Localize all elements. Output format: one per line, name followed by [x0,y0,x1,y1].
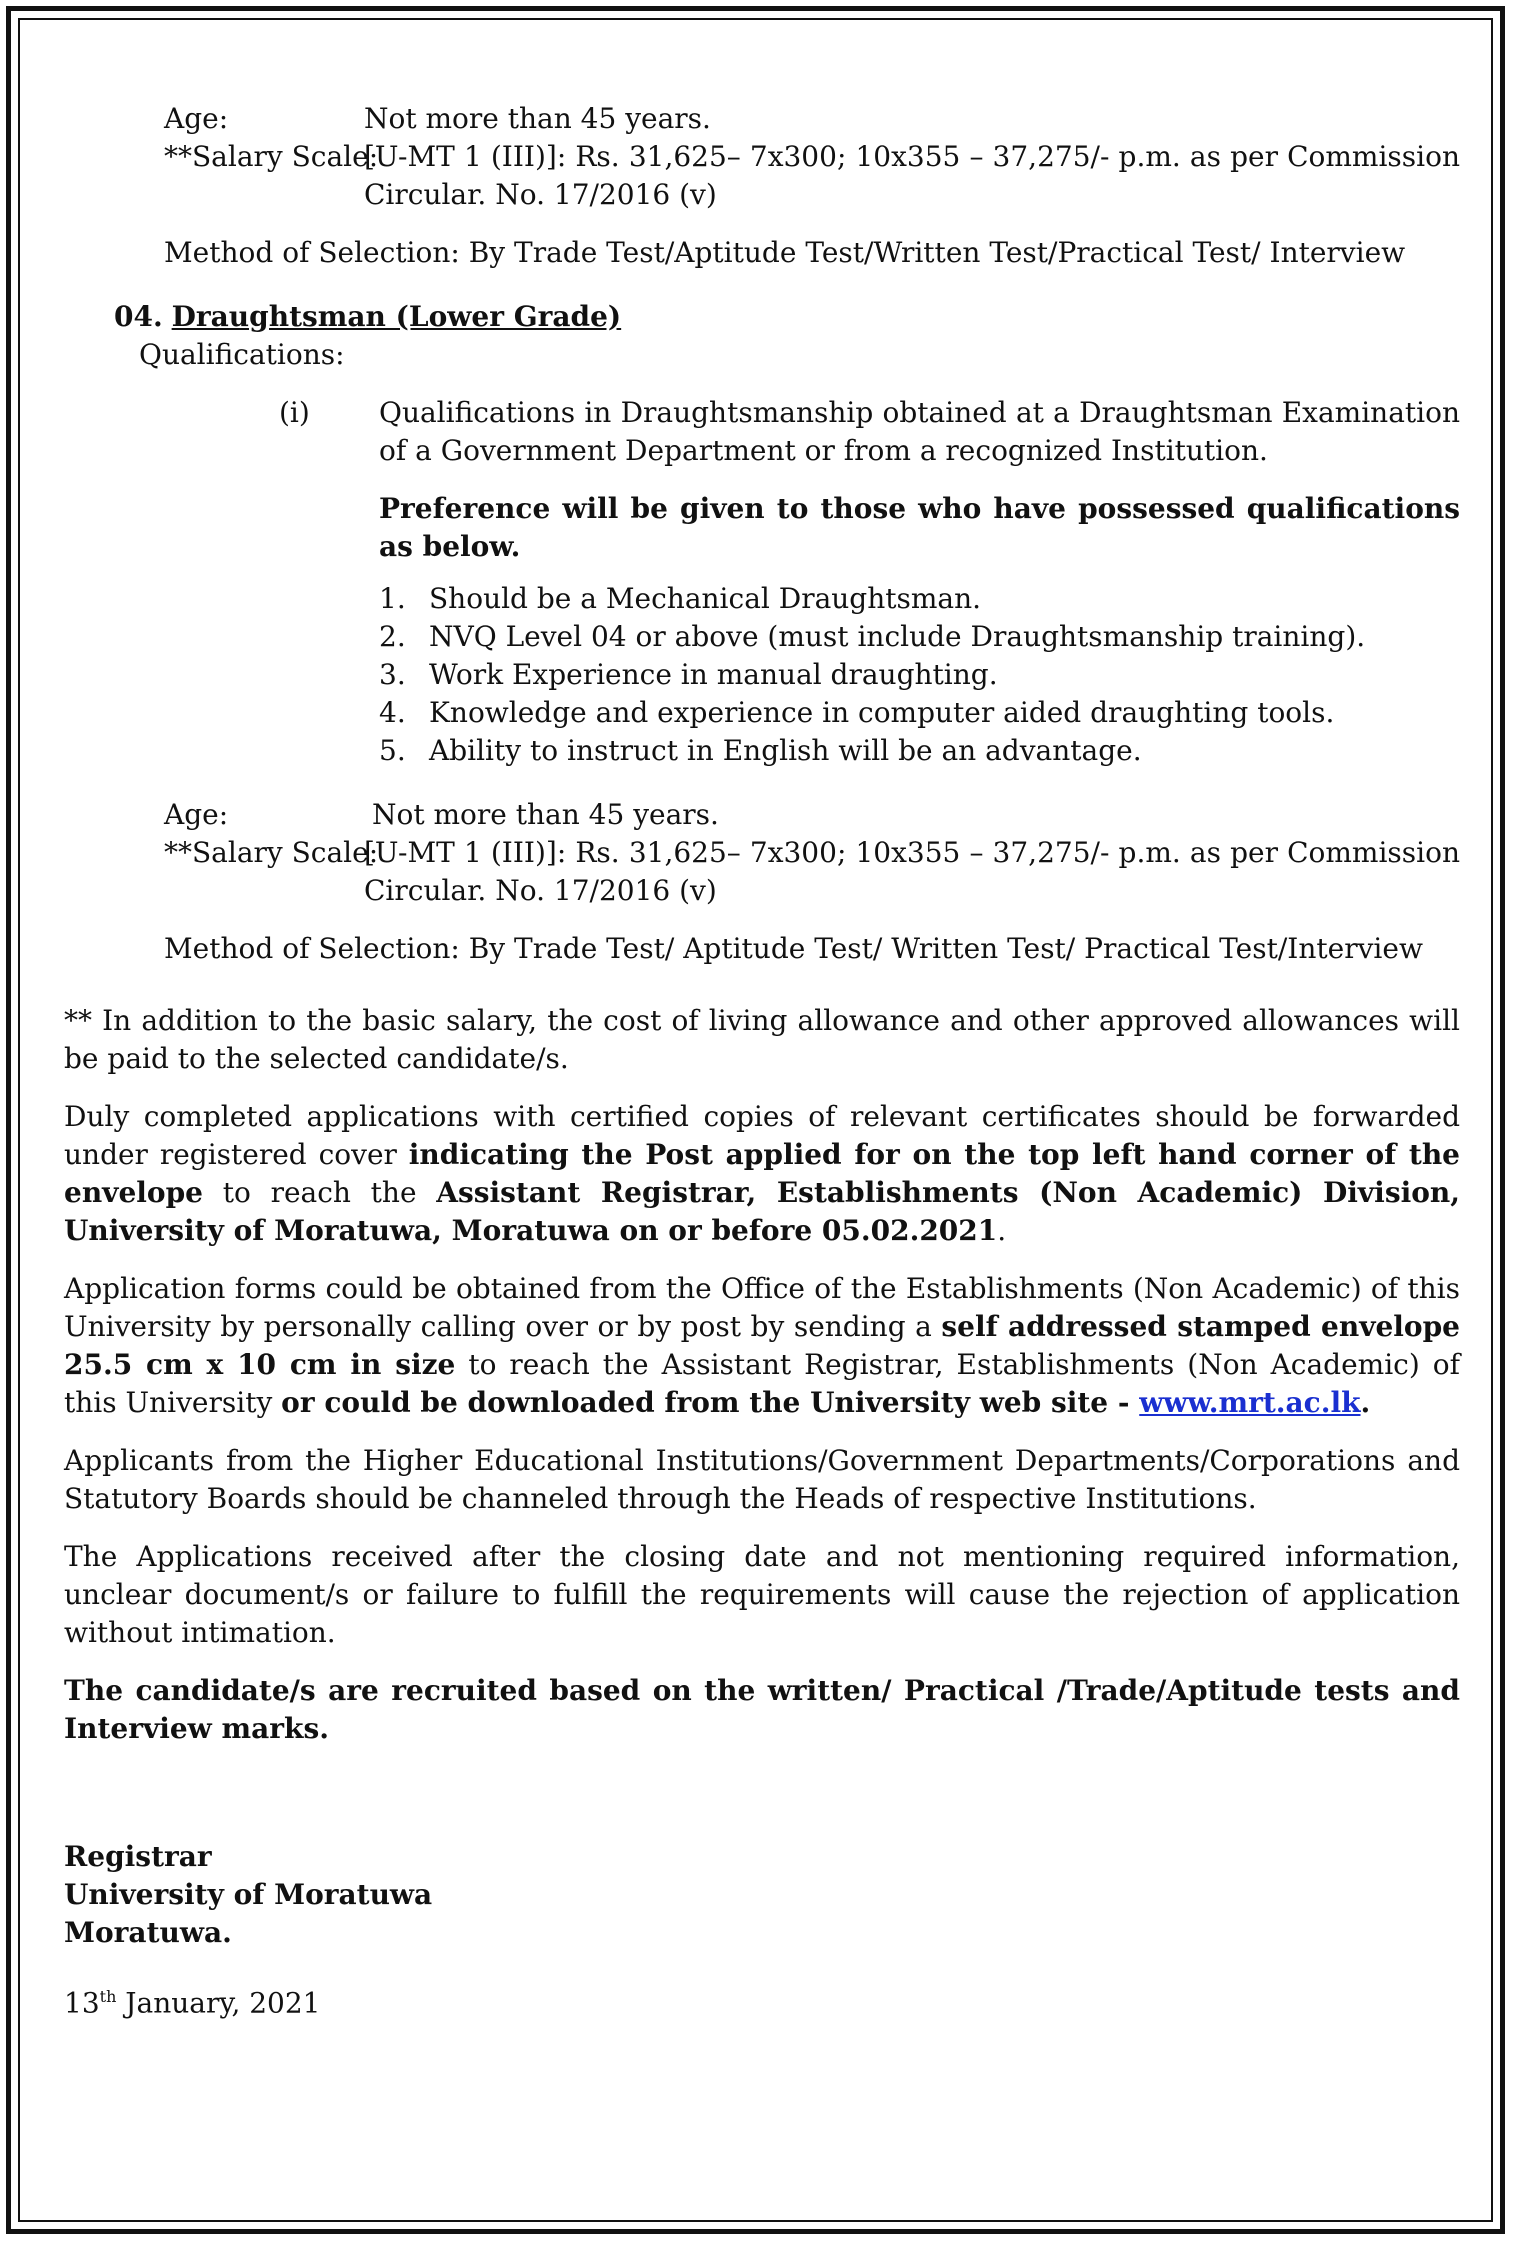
list-item: 4. Knowledge and experience in computer aided draughting tools. [379,696,1335,729]
item-marker: (i) [279,396,310,429]
list-item: 1. Should be a Mechanical Draughtsman. [379,582,982,615]
signature-title: Registrar [64,1840,212,1873]
list-item: 2. NVQ Level 04 or above (must include Draughtsmanship training). [379,620,1366,653]
method-of-selection: Method of Selection: By Trade Test/ Aptitude Test/ Written Test/ Practical Test/Interview [164,932,1423,965]
signature-org: University of Moratuwa [64,1878,433,1911]
salary-row [164,138,1460,214]
recruitment-note: The candidate/s are recruited based on the written/ Practical /Trade/Aptitude tests and Interview marks. [64,1674,1460,1745]
method-of-selection: Method of Selection: By Trade Test/Aptitude Test/Written Test/Practical Test/ Interview [164,236,1406,269]
preference-block [379,490,1460,770]
application-instructions: Duly completed applications with certified copies of relevant certificates should be forwarded under registered cover indicating the Post applied for on the top left hand corner of the envelope to reach the Assistant Registrar, Establishments (Non Academic) Division, University of Moratuwa, Moratuwa on or before 05.02.2021. [64,1100,1461,1247]
preference-heading: Preference will be given to those who have possessed qualifications as below. [379,492,1460,563]
salary-label: **Salary Scale: [164,140,379,173]
signature-block [64,1838,1460,1952]
document-date: 13th January, 2021 [64,1986,321,2020]
qualification-item [279,394,1460,470]
section-title: Draughtsman (Lower Grade) [171,300,622,333]
age-label: Age: [164,798,229,831]
age-row [164,100,1460,138]
age-value: Not more than 45 years. [372,798,719,831]
list-item: 3. Work Experience in manual draughting. [379,658,998,691]
website-link[interactable]: www.mrt.ac.lk [1139,1386,1361,1419]
signature-place: Moratuwa. [64,1916,232,1949]
section-number: 04. [114,300,163,333]
item-text: Qualifications in Draughtsmanship obtained at a Draughtsman Examination of a Government Department or from a recognized Institution. [379,396,1460,467]
rejection-note: The Applications received after the closing date and not mentioning required information, unclear document/s or failure to fulfill the requirements will cause the rejection of application without intimation. [64,1540,1460,1649]
section4-terms [164,796,1460,968]
salary-row [164,834,1460,910]
salary-value: [U-MT 1 (III)]: Rs. 31,625– 7x300; 10x355 – 37,275/- p.m. as per Commission Circular. No. 17/2016 (v) [364,836,1460,907]
qualifications-label: Qualifications: [139,338,345,371]
section4-heading [114,298,1460,336]
preference-list [379,580,1460,770]
section3-tail [164,100,1460,272]
salary-label: **Salary Scale: [164,836,379,869]
age-value: Not more than 45 years. [364,102,711,135]
allowance-note: ** In addition to the basic salary, the cost of living allowance and other approved allowances will be paid to the selected candidate/s. [64,1004,1460,1075]
salary-value: [U-MT 1 (III)]: Rs. 31,625– 7x300; 10x355 – 37,275/- p.m. as per Commission Circular. No. 17/2016 (v) [364,140,1460,211]
channel-note: Applicants from the Higher Educational Institutions/Government Departments/Corporations and Statutory Boards should be channeled through the Heads of respective Institutions. [64,1444,1460,1515]
application-forms-note: Application forms could be obtained from the Office of the Establishments (Non Academic) of this University by personally calling over or by post by sending a self addressed stamped envelope 25.5 cm x 10 cm in size to reach the Assistant Registrar, Establishments (Non Academic) of this University or could be downloaded from the University web site - www.mrt.ac.lk. [64,1272,1460,1419]
age-row [164,796,1460,834]
age-label: Age: [164,102,229,135]
document-body [64,100,1460,2022]
list-item: 5. Ability to instruct in English will be an advantage. [379,734,1142,767]
